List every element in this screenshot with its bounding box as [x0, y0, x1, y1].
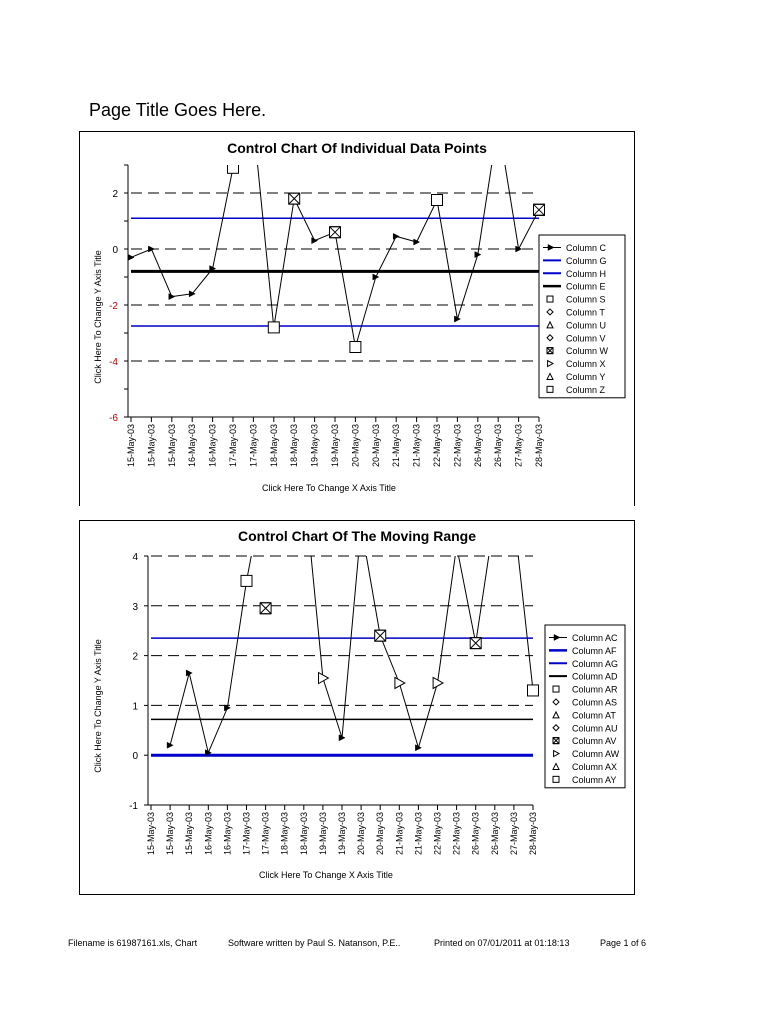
chart-moving-range[interactable]: [79, 520, 635, 895]
y-tick-label: 4: [132, 552, 138, 563]
x-axis-title: Click Here To Change X Axis Title: [262, 483, 396, 493]
data-point-marker: [312, 238, 318, 244]
data-point-marker: [169, 294, 175, 300]
x-tick-label: 26-May-03: [489, 812, 500, 856]
x-tick-label: 19-May-03: [330, 424, 340, 468]
legend-entry-label: Column AS: [572, 697, 618, 708]
x-tick-label: 16-May-03: [222, 812, 233, 856]
legend-swatch-marker: [553, 686, 559, 692]
x-tick-label: 21-May-03: [391, 424, 402, 468]
data-point-marker: [128, 254, 134, 260]
legend-swatch-marker: [547, 348, 553, 354]
x-tick-label: 15-May-03: [184, 812, 195, 856]
legend-entry-label: Column G: [566, 255, 607, 266]
data-point-marker: [393, 233, 399, 239]
y-tick-label: -2: [109, 301, 118, 312]
legend-swatch-marker: [547, 386, 553, 392]
legend-entry-label: Column X: [566, 359, 606, 370]
y-tick-label: 2: [112, 189, 118, 200]
x-tick-label: 26-May-03: [472, 424, 483, 468]
legend-entry-label: Column C: [566, 242, 607, 253]
x-tick-label: 17-May-03: [248, 424, 259, 468]
x-tick-label: 17-May-03: [260, 812, 271, 856]
x-tick-label: 22-May-03: [451, 812, 462, 856]
x-tick-label: 16-May-03: [207, 424, 218, 468]
point-marker-column-ar: [241, 575, 252, 586]
y-tick-label: 0: [132, 751, 138, 763]
y-tick-label: -1: [129, 801, 138, 812]
legend-entry-label: Column AY: [572, 774, 617, 785]
point-marker-column-s: [228, 162, 239, 173]
x-tick-label: 18-May-03: [279, 812, 290, 856]
data-point-marker: [148, 246, 154, 252]
chart-individual-data-points[interactable]: [79, 131, 635, 506]
x-tick-label: 17-May-03: [228, 424, 238, 468]
legend-entry-label: Column H: [566, 268, 607, 279]
legend-entry-label: Column AD: [572, 671, 618, 682]
x-tick-label: 21-May-03: [413, 812, 424, 856]
x-tick-label: 16-May-03: [203, 812, 214, 856]
legend-entry-label: Column AT: [572, 710, 616, 721]
point-marker-column-w: [534, 204, 545, 215]
legend-entry-label: Column V: [566, 333, 606, 344]
x-tick-label: 19-May-03: [309, 424, 320, 468]
data-point-marker: [373, 274, 379, 280]
y-tick-label: -6: [109, 413, 118, 424]
x-tick-label: 19-May-03: [317, 812, 328, 856]
legend-entry-label: Column AU: [572, 723, 618, 734]
chart-legend: [545, 625, 625, 788]
legend-entry-label: Column S: [566, 294, 606, 305]
x-tick-label: 21-May-03: [411, 424, 422, 468]
point-marker-column-s: [268, 322, 279, 333]
point-marker-column-w: [289, 193, 300, 204]
y-tick-label: 3: [132, 601, 138, 613]
x-tick-label: 27-May-03: [508, 812, 519, 856]
legend-entry-label: Column W: [566, 346, 609, 357]
point-marker-column-av: [260, 603, 271, 614]
point-marker-column-av: [375, 630, 386, 641]
x-tick-label: 20-May-03: [350, 424, 361, 468]
legend-entry-label: Column AV: [572, 736, 617, 747]
x-axis-title: Click Here To Change X Axis Title: [259, 870, 393, 880]
point-marker-column-w: [330, 227, 341, 238]
x-tick-label: 15-May-03: [165, 812, 176, 856]
x-tick-label: 26-May-03: [493, 424, 504, 468]
x-tick-label: 15-May-03: [126, 424, 136, 468]
footer-page-number: Page 1 of 6: [600, 938, 647, 948]
data-point-marker: [414, 239, 420, 245]
y-tick-label: 2: [132, 651, 138, 663]
x-tick-label: 28-May-03: [534, 424, 544, 468]
y-tick-label: -4: [109, 357, 118, 368]
x-tick-label: 15-May-03: [166, 424, 177, 468]
x-tick-label: 15-May-03: [146, 424, 157, 468]
x-tick-label: 19-May-03: [337, 812, 347, 856]
x-tick-label: 22-May-03: [432, 424, 442, 468]
legend-entry-label: Column AC: [572, 632, 618, 643]
x-tick-label: 20-May-03: [370, 424, 381, 468]
legend-entry-label: Column AR: [572, 684, 618, 695]
data-point-marker: [415, 745, 421, 751]
legend-entry-label: Column E: [566, 281, 606, 292]
chart-moving-range-svg: [80, 521, 634, 894]
legend-entry-label: Column AW: [572, 749, 620, 760]
chart-legend: [539, 235, 625, 398]
legend-entry-label: Column T: [566, 307, 605, 318]
plot-area: [128, 132, 545, 353]
y-axis-title: Click Here To Change Y Axis Title: [93, 639, 103, 773]
legend-entry-label: Column AX: [572, 761, 618, 772]
x-tick-label: 18-May-03: [268, 424, 279, 468]
x-tick-label: 18-May-03: [289, 424, 300, 468]
x-tick-label: 28-May-03: [528, 812, 538, 856]
point-marker-column-ar: [528, 685, 539, 696]
x-tick-label: 22-May-03: [432, 812, 443, 856]
page-title: Page Title Goes Here.: [89, 100, 267, 120]
point-marker-column-aw: [319, 673, 329, 684]
footer-printed: Printed on 07/01/2011 at 01:18:13: [434, 938, 570, 948]
x-tick-label: 17-May-03: [241, 812, 252, 856]
legend-swatch-marker: [547, 296, 553, 302]
footer-software: Software written by Paul S. Natanson, P.E..: [228, 938, 401, 948]
point-marker-column-s: [350, 342, 361, 353]
legend-swatch-marker: [553, 776, 559, 782]
x-tick-label: 22-May-03: [452, 424, 463, 468]
x-tick-label: 21-May-03: [394, 812, 405, 856]
chart-title: Control Chart Of Individual Data Points: [227, 140, 487, 156]
legend-entry-label: Column AG: [572, 658, 619, 669]
x-tick-label: 27-May-03: [513, 424, 524, 468]
legend-entry-label: Column U: [566, 320, 607, 331]
legend-entry-label: Column Z: [566, 384, 606, 395]
point-marker-column-s: [432, 195, 443, 206]
point-marker-column-aw: [395, 677, 405, 688]
data-point-marker: [167, 742, 173, 748]
x-tick-label: 16-May-03: [187, 424, 198, 468]
chart-title: Control Chart Of The Moving Range: [238, 528, 476, 544]
x-tick-label: 18-May-03: [298, 812, 309, 856]
x-tick-label: 26-May-03: [470, 812, 481, 856]
legend-entry-label: Column Y: [566, 371, 606, 382]
legend-swatch-marker: [553, 738, 559, 744]
series-line-column-c: [131, 132, 539, 347]
footer-filename: Filename is 61987161.xls, Chart: [68, 938, 198, 948]
y-tick-label: 0: [112, 245, 118, 256]
chart-individual-svg: [80, 132, 634, 506]
y-tick-label: 1: [132, 701, 138, 713]
x-tick-label: 20-May-03: [375, 812, 386, 856]
x-tick-label: 20-May-03: [356, 812, 367, 856]
legend-entry-label: Column AF: [572, 645, 617, 656]
point-marker-column-av: [470, 638, 481, 649]
x-tick-label: 15-May-03: [146, 812, 156, 856]
y-axis-title: Click Here To Change Y Axis Title: [93, 250, 103, 384]
